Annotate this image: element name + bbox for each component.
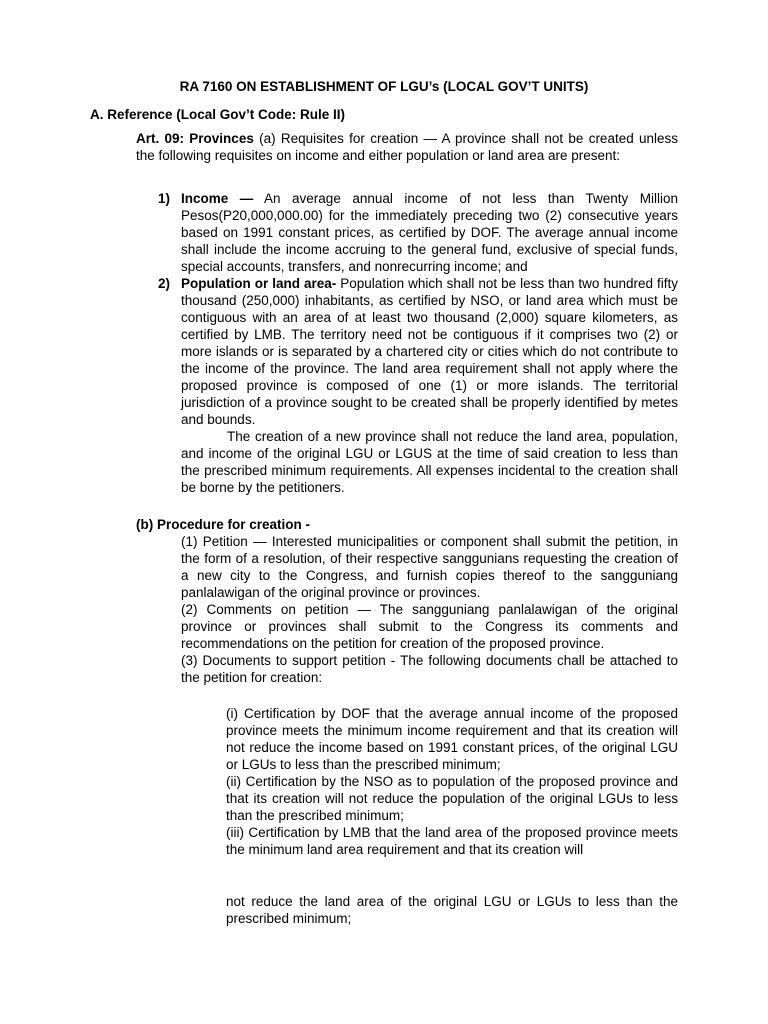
continuation-text: not reduce the land area of the original LGU or LGUs to less than the prescribed minimum; [226,894,678,926]
creation-note: The creation of a new province shall not reduce the land area, population, and income of the original LGU or LGUS at the time of said creation to less than the prescribed minimum requirements. All expenses incidental to the creation shall be borne by the petitioners. [181,429,678,495]
art9-text: (a) Requisites for creation — A province shall not be created unless the following requisites on income and either population or land area are present: [136,131,679,163]
art9-label: Art. 09: Provinces [136,131,254,146]
document-dof: (i) Certification by DOF that the average annual income of the proposed province meets the minimum income requirement and that its creation will not reduce the income based on 1991 constant prices, of the original LGU or LGUs to less than the prescribed minimum; [226,706,678,772]
procedure-comments: (2) Comments on petition — The sangguniang panlalawigan of the original province or provinces shall submit to the Congress its comments and recommendations on the petition for creation of the proposed province. [181,602,678,651]
list-item [158,190,678,275]
section-a-heading: A. Reference (Local Gov’t Code: Rule II) [90,107,346,122]
income-text: An average annual income of not less than Twenty Million Pesos(P20,000,000.00) for the immediately preceding two (2) consecutive years based on 1991 constant prices, as certified by DOF. The average annual income shall include the income accruing to the general fund, exclusive of special funds, special accounts, transfers, and nonrecurring income; and [181,191,678,274]
art9-paragraph [136,130,678,164]
list-item-number: 1) [158,191,171,206]
income-label: Income — [181,191,254,206]
requisites-list [158,190,678,496]
procedure-documents: (3) Documents to support petition - The following documents chall be attached to the petition for creation: [181,653,678,685]
list-item-text [181,190,678,275]
document-nso: (ii) Certification by the NSO as to population of the proposed province and that its creation will not reduce the population of the original LGUs to less than the prescribed minimum; [226,774,678,823]
population-text: Population which shall not be less than two hundred fifty thousand (250,000) inhabitants, as certified by NSO, or land area which must be contiguous with an area of at least two thousand (2,000) square kilometers, as certified by LMB. The territory need not be contiguous if it comprises two (2) or more islands or is separated by a chartered city or cities which do not contribute to the income of the province. The land area requirement shall not apply where the proposed province is composed of one (1) or more islands. The territorial jurisdiction of a province sought to be created shall be properly identified by metes and bounds. [181,276,678,427]
population-label: Population or land area- [181,276,337,291]
list-item [158,275,678,496]
supporting-documents [226,705,678,858]
procedure-items [181,533,678,686]
procedure-petition: (1) Petition — Interested municipalities or component shall submit the petition, in the form of a resolution, of their respective sanggunians requesting the creation of a new city to the Congress, and furnish copies thereof to the sangguniang panlalawigan of the original province or provinces. [181,534,678,600]
list-item-text [181,275,678,496]
document-title: RA 7160 ON ESTABLISHMENT OF LGU’s (LOCAL GOV’T UNITS) [179,79,589,94]
list-item-number: 2) [158,276,171,291]
procedure-heading: (b) Procedure for creation - [136,517,311,532]
document-lmb: (iii) Certification by LMB that the land area of the proposed province meets the minimum land area requirement and that its creation will [226,825,678,857]
